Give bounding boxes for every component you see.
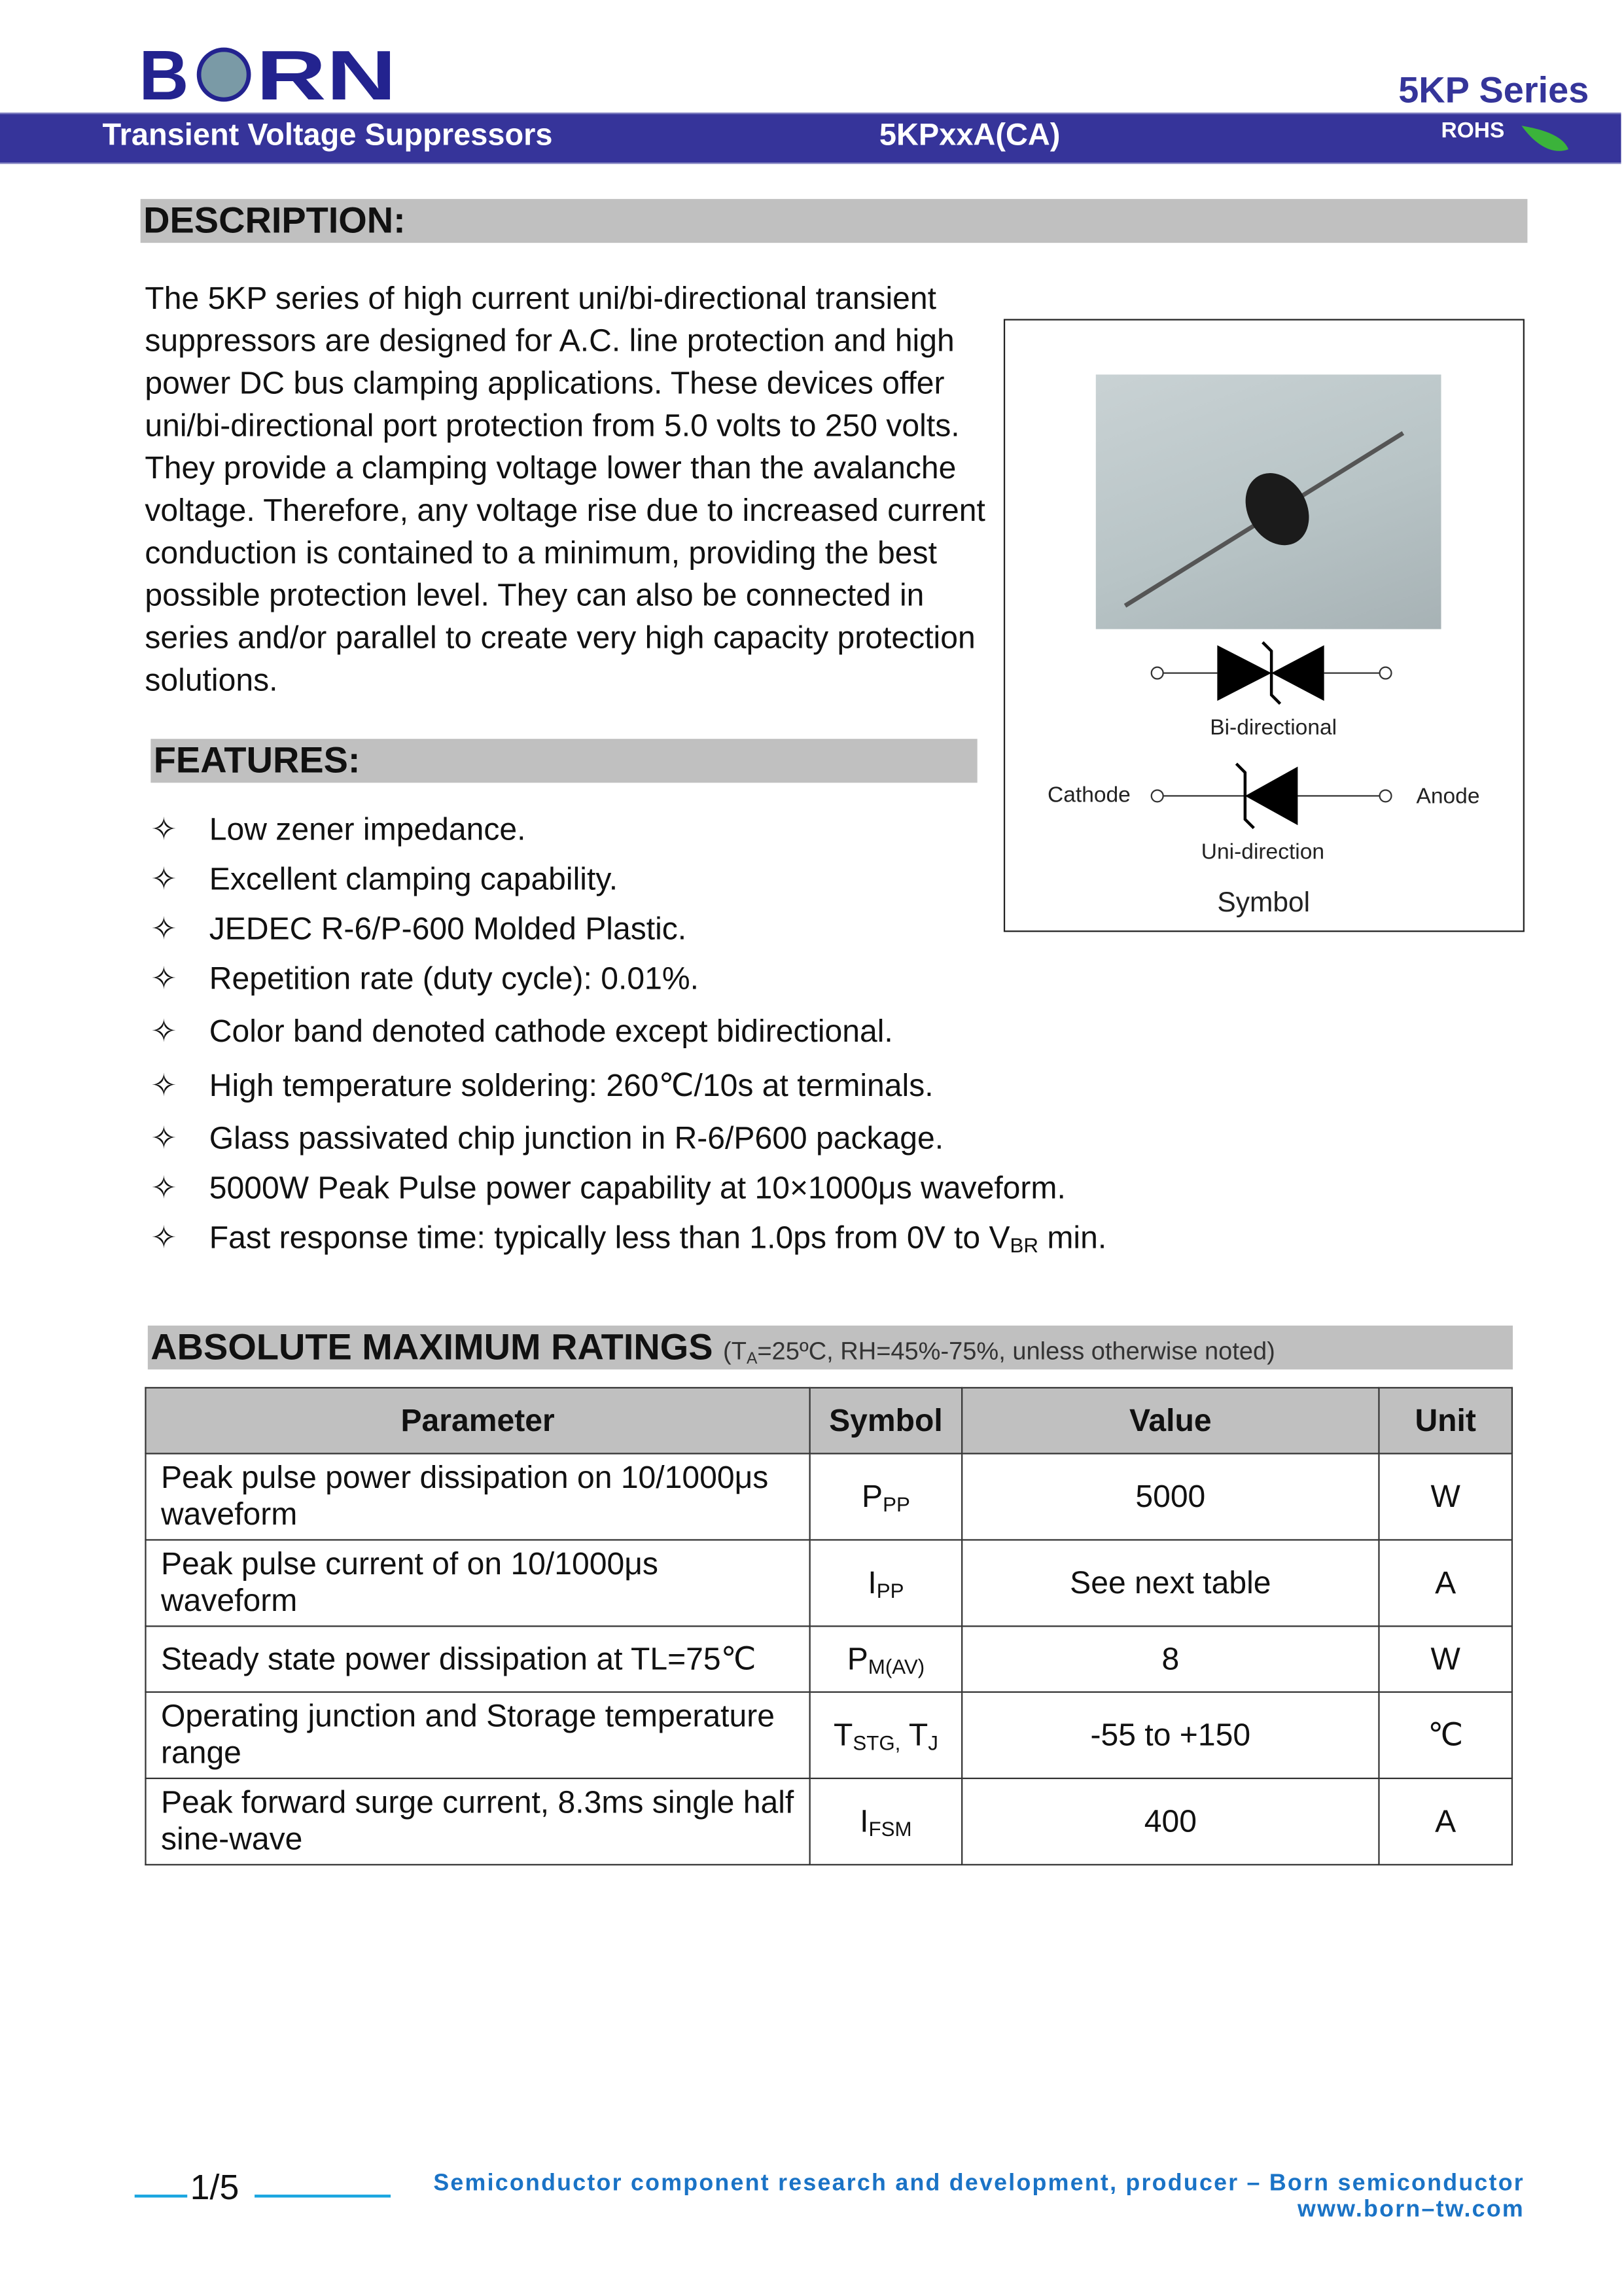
description-heading: DESCRIPTION: [141,199,1528,243]
diode-photo [1096,374,1441,629]
diode-symbols [1005,635,1526,854]
symbol-figure [1004,319,1525,932]
born-logo [139,41,397,105]
star-bullet-icon: ✧ [150,1120,177,1156]
footer-rule-right [255,2195,391,2197]
bi-directional-label: Bi-directional [1210,715,1337,741]
star-bullet-icon: ✧ [150,812,177,847]
page-number: 1/5 [190,2168,239,2208]
table-row: Steady state power dissipation at TL=75℃ $P_{M(AV)}$ 8 W [145,1626,1511,1692]
star-bullet-icon: ✧ [150,1014,177,1050]
uni-direction-label: Uni-direction [1201,839,1325,865]
star-bullet-icon: ✧ [150,1068,177,1103]
datasheet-page: B RN 5KP Series Transient Voltage Suppressors 5KPxxA(CA) ROHS DESCRIPTION: The 5KP series of high current uni/bi-directional transient suppressors are designed for A.C. line protection and high power DC bus clamping applications. These devices offer uni/bi-directional port protection from 5.0 volts to 250 volts. They provide a clamping voltage lower than the avalanche voltage. Therefore, any voltage rise due to increased current conduction is contained to a minimum, providing the best possible protection level. They can also be connected in series and/or parallel to create very high capacity protection solutions. Bi-directional Cathode Anode Uni-direction Symbol FEATURES: ✧ Low zener impedance. ✧ Excellent clamping capability. ✧ JEDEC R-6/P-600 Molded Plastic. ✧ Repetition rate (duty cycle): 0.01%. ✧ Color band denoted cathode except bidirectional. ✧ High temperature soldering: 260℃/10s at terminals. ✧ Glass passivated chip junction in R-6/P600 package. ✧ 5000W Peak Pulse power capability at 10×1000μs waveform. ✧ Fast response time: typically less than 1.0ps from 0V to $V_{BR}$ min. ABSOLUTE MAXIMUM RATINGS ($T_A=25ºC$, RH=45%-75%, unless otherwise noted) Parameter Symbol Value Unit Peak pulse power dissipation on 10/1000μs waveform $P_{PP}$ 5000 W Peak pulse current of on 10/1000μs waveform $I_{PP}$ See next table A Steady state power dissipation at TL=75℃ $P_{M(AV)}$ 8 W Operating junction and Storage temperature range $T_{STG,}$ $T_J$ -55 to +150 ℃ Peak forward surge current, 8.3ms single half sine-wave $I_{FSM}$ 400 A 1/5 Semiconductor component research and development, producer – Born semiconductor www.born–tw.com [0,0,1624,2295]
star-bullet-icon: ✧ [150,911,177,947]
ratings-heading: ABSOLUTE MAXIMUM RATINGS ($T_A=25ºC$, RH=45%-75%, unless otherwise noted) [148,1326,1513,1369]
star-bullet-icon: ✧ [150,1220,177,1256]
table-row: Operating junction and Storage temperature range $T_{STG,}$ $T_J$ -55 to +150 ℃ [145,1692,1511,1778]
table-row: Peak forward surge current, 8.3ms single half sine-wave $I_{FSM}$ 400 A [145,1778,1511,1865]
footer-rule-left [135,2195,187,2197]
symbol-caption: Symbol [1217,888,1311,919]
footer-tagline: Semiconductor component research and development, producer – Born semiconductor [433,2171,1525,2197]
rohs-label: ROHS [1441,118,1505,144]
footer [135,2168,1525,2227]
footer-website[interactable]: www.born–tw.com [1297,2197,1525,2223]
svg-text:RN: RN [256,41,397,105]
table-row: Peak pulse power dissipation on 10/1000μs waveform $P_{PP}$ 5000 W [145,1454,1511,1540]
leaf-icon [1519,120,1571,158]
cathode-label: Cathode [1048,783,1131,808]
part-number: 5KPxxA(CA) [879,118,1061,152]
table-row: Peak pulse current of on 10/1000μs waveform $I_{PP}$ See next table A [145,1540,1511,1626]
svg-text:B: B [139,41,189,105]
star-bullet-icon: ✧ [150,961,177,997]
header-band [0,113,1621,164]
table-header-row: Parameter Symbol Value Unit [145,1388,1511,1454]
band-title: Transient Voltage Suppressors [102,118,553,152]
anode-label: Anode [1416,784,1480,809]
star-bullet-icon: ✧ [150,862,177,897]
features-heading: FEATURES: [150,739,977,783]
series-title: 5KP Series [1398,70,1589,111]
description-text: The 5KP series of high current uni/bi-directional transient suppressors are designed for A.C. line protection and high power DC bus clamping applications. These devices offer uni/bi-directional port protection from 5.0 volts to 250 volts. They provide a clamping voltage lower than the avalanche voltage. Therefore, any voltage rise due to increased current conduction is contained to a minimum, providing the best possible protection level. They can also be connected in series and/or parallel to create very high capacity protection solutions. [145,281,985,698]
star-bullet-icon: ✧ [150,1170,177,1206]
ratings-table [145,1387,1513,1865]
